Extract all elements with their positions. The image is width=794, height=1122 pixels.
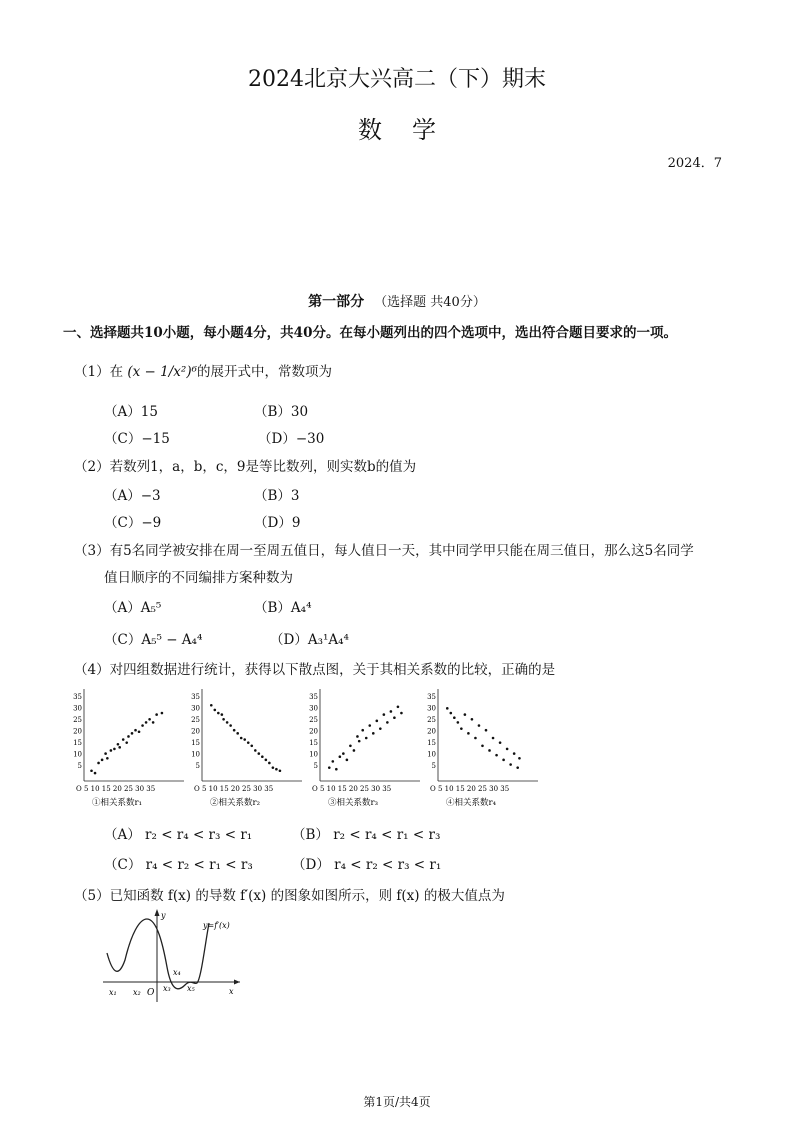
q3-option-c[interactable]: （C）A₅⁵ − A₄⁴ — [104, 632, 203, 648]
x1-label: x₁ — [109, 988, 117, 997]
scatter-point — [471, 718, 474, 721]
question-4: （4）对四组数据进行统计，获得以下散点图，关于其相关系数的比较，正确的是 — [74, 662, 556, 678]
scatter-point — [222, 718, 225, 721]
scatter-y-tick: 25 — [191, 716, 200, 724]
scatter-point — [145, 721, 148, 724]
scatter-point — [361, 729, 364, 732]
part-label: 第一部分 — [308, 294, 365, 310]
scatter-point — [390, 710, 393, 713]
scatter-point — [502, 759, 505, 762]
scatter-y-tick: 15 — [309, 739, 318, 747]
scatter-y-tick: 30 — [309, 704, 318, 713]
scatter-point — [127, 735, 130, 738]
scatter-point — [506, 748, 509, 751]
scatter-point — [518, 757, 521, 760]
scatter-plot-1 — [73, 689, 184, 808]
question-1-expression: (x − 1/x²)⁶ — [127, 364, 198, 380]
scatter-plots — [70, 685, 570, 813]
scatter-point — [104, 752, 107, 755]
scatter-point — [243, 738, 246, 741]
scatter-point — [346, 759, 349, 762]
question-3-line-1: （3）有5名同学被安排在周一至周五值日，每人值日一天，其中同学甲只能在周三值日，那么这5名同学 — [74, 543, 694, 559]
scatter-x-ticks: O 5 10 15 20 25 30 35 — [430, 785, 510, 793]
scatter-x-ticks: O 5 10 15 20 25 30 35 — [194, 785, 274, 793]
subject-title: 数学 — [358, 116, 466, 144]
scatter-point — [397, 706, 400, 709]
scatter-point — [122, 738, 125, 741]
scatter-point — [272, 766, 275, 769]
scatter-y-tick: 30 — [191, 704, 200, 713]
scatter-point — [488, 749, 491, 752]
scatter-y-tick: 35 — [73, 693, 82, 701]
scatter-y-tick: 25 — [73, 716, 82, 724]
scatter-point — [247, 741, 250, 744]
scatter-y-tick: 35 — [309, 693, 318, 701]
question-1-before: 在 — [109, 364, 124, 380]
q1-option-d[interactable]: （D）−30 — [258, 431, 325, 447]
x-label: x — [229, 987, 234, 996]
question-5: （5）已知函数 f(x) 的导数 f′(x) 的图象如图所示，则 f(x) 的极大值点为 — [74, 888, 505, 904]
x3-label: x₃ — [163, 984, 171, 993]
scatter-point — [513, 752, 516, 755]
question-1 — [74, 360, 332, 380]
scatter-plot-2 — [191, 689, 302, 808]
q3-option-d[interactable]: （D）A₃¹A₄⁴ — [270, 632, 349, 648]
scatter-point — [214, 709, 217, 712]
scatter-point — [90, 769, 93, 772]
q1-option-c[interactable]: （C）−15 — [104, 431, 170, 447]
scatter-point — [474, 737, 477, 740]
q3-option-b[interactable]: （B）A₄⁴ — [254, 600, 312, 616]
scatter-point — [495, 754, 498, 757]
scatter-point — [117, 743, 120, 746]
scatter-point — [386, 721, 389, 724]
scatter-x-ticks: O 5 10 15 20 25 30 35 — [312, 785, 392, 793]
scatter-point — [335, 768, 338, 771]
scatter-point — [118, 746, 121, 749]
scatter-point — [353, 749, 356, 752]
scatter-y-tick: 20 — [191, 727, 200, 736]
scatter-point — [372, 732, 375, 735]
q2-option-d[interactable]: （D）9 — [254, 515, 301, 531]
scatter-point — [106, 757, 109, 760]
scatter-point — [113, 748, 116, 751]
scatter-point — [365, 737, 368, 740]
scatter-y-tick: 15 — [427, 739, 436, 747]
scatter-point — [236, 732, 239, 735]
scatter-x-ticks: O 5 10 15 20 25 30 35 — [76, 785, 156, 793]
derivative-graph — [95, 905, 255, 1005]
scatter-point — [516, 766, 519, 769]
scatter-caption: ①相关系数r₁ — [92, 798, 142, 808]
scatter-point — [265, 759, 268, 762]
q2-option-a[interactable]: （A）−3 — [104, 488, 161, 504]
scatter-point — [467, 732, 470, 735]
scatter-point — [509, 763, 512, 766]
scatter-point — [478, 724, 481, 727]
scatter-y-tick: 15 — [73, 739, 82, 747]
scatter-point — [258, 752, 261, 755]
q4-option-d[interactable]: （D） r₄ < r₂ < r₃ < r₁ — [292, 857, 442, 873]
scatter-y-tick: 15 — [191, 739, 200, 747]
scatter-point — [499, 741, 502, 744]
x4-label: x₄ — [173, 968, 181, 977]
scatter-point — [268, 762, 271, 765]
scatter-point — [457, 721, 460, 724]
scatter-point — [453, 716, 456, 719]
scatter-point — [97, 762, 100, 765]
scatter-point — [229, 724, 232, 727]
page-footer: 第1页/共4页 — [363, 1095, 431, 1109]
scatter-y-tick: 20 — [427, 727, 436, 736]
scatter-point — [339, 755, 342, 758]
scatter-point — [261, 755, 264, 758]
scatter-point — [110, 749, 113, 752]
scatter-point — [383, 713, 386, 716]
scatter-point — [131, 732, 134, 735]
scatter-y-tick: 5 — [195, 762, 200, 770]
scatter-y-tick: 10 — [309, 750, 318, 759]
q4-option-a[interactable]: （A） r₂ < r₄ < r₃ < r₁ — [104, 827, 253, 843]
y-label: y — [161, 911, 166, 920]
section-instructions: 一、选择题共10小题，每小题4分，共40分。在每小题列出的四个选项中，选出符合题目要求的一项。 — [63, 325, 677, 341]
scatter-plot-4 — [427, 689, 538, 808]
scatter-point — [152, 721, 155, 724]
scatter-point — [376, 720, 379, 723]
scatter-point — [161, 712, 164, 715]
scatter-point — [342, 752, 345, 755]
origin-label: O — [147, 988, 155, 998]
scatter-point — [400, 712, 403, 715]
scatter-y-tick: 20 — [73, 727, 82, 736]
scatter-point — [485, 729, 488, 732]
question-1-number: （1） — [74, 364, 110, 380]
scatter-point — [349, 745, 352, 748]
y-axis-arrow — [155, 909, 160, 916]
scatter-point — [217, 712, 220, 715]
question-3-line-2: 值日顺序的不同编排方案种数为 — [104, 570, 293, 586]
scatter-y-tick: 35 — [191, 693, 200, 701]
scatter-y-tick: 10 — [191, 750, 200, 759]
scatter-point — [460, 727, 463, 730]
scatter-point — [393, 716, 396, 719]
q1-option-b[interactable]: （B）30 — [254, 404, 309, 420]
q4-option-c[interactable]: （C） r₄ < r₂ < r₁ < r₃ — [104, 857, 253, 873]
curve-label: y=f′(x) — [203, 921, 230, 930]
scatter-point — [210, 704, 213, 707]
scatter-point — [125, 741, 128, 744]
scatter-point — [221, 713, 224, 716]
scatter-point — [141, 724, 144, 727]
part-heading — [0, 291, 794, 311]
scatter-y-tick: 20 — [309, 727, 318, 736]
scatter-point — [250, 745, 253, 748]
scatter-y-tick: 5 — [77, 762, 82, 770]
scatter-point — [332, 760, 335, 763]
question-2: （2）若数列1，a，b，c，9是等比数列，则实数b的值为 — [74, 459, 417, 475]
scatter-point — [464, 713, 467, 716]
scatter-plot-3 — [309, 689, 420, 808]
scatter-point — [481, 745, 484, 748]
x5-label: x₅ — [187, 984, 195, 993]
exam-date: 2024．7 — [667, 156, 722, 171]
scatter-y-tick: 10 — [73, 750, 82, 759]
scatter-point — [155, 713, 158, 716]
x-axis-arrow — [234, 980, 240, 985]
x2-label: x₂ — [133, 988, 141, 997]
scatter-point — [279, 769, 282, 772]
scatter-point — [94, 772, 97, 775]
scatter-y-tick: 5 — [313, 762, 318, 770]
scatter-point — [446, 707, 449, 710]
part-note: （选择题 共40分） — [374, 295, 486, 310]
scatter-point — [101, 759, 104, 762]
derivative-curve — [107, 919, 209, 989]
scatter-point — [328, 766, 331, 769]
scatter-y-tick: 35 — [427, 693, 436, 701]
q1-option-a[interactable]: （A）15 — [104, 404, 158, 420]
scatter-point — [254, 749, 257, 752]
scatter-y-tick: 10 — [427, 750, 436, 759]
q2-option-b[interactable]: （B）3 — [254, 488, 300, 504]
scatter-point — [275, 768, 278, 771]
scatter-point — [233, 729, 236, 732]
scatter-y-tick: 25 — [427, 716, 436, 724]
scatter-point — [226, 721, 229, 724]
scatter-point — [358, 740, 361, 743]
q4-option-b[interactable]: （B） r₂ < r₄ < r₁ < r₃ — [292, 827, 441, 843]
question-1-after: 的展开式中，常数项为 — [197, 364, 333, 380]
scatter-point — [450, 712, 453, 715]
q2-option-c[interactable]: （C）−9 — [104, 515, 162, 531]
scatter-point — [134, 729, 137, 732]
scatter-point — [379, 727, 382, 730]
scatter-point — [148, 718, 151, 721]
scatter-caption: ④相关系数r₄ — [446, 798, 496, 808]
scatter-y-tick: 30 — [73, 704, 82, 713]
scatter-point — [240, 737, 243, 740]
q3-option-a[interactable]: （A）A₅⁵ — [104, 600, 162, 616]
scatter-caption: ③相关系数r₃ — [328, 798, 378, 808]
scatter-point — [138, 730, 141, 733]
scatter-y-tick: 30 — [427, 704, 436, 713]
scatter-y-tick: 25 — [309, 716, 318, 724]
scatter-point — [368, 724, 371, 727]
scatter-y-tick: 5 — [431, 762, 436, 770]
scatter-point — [492, 737, 495, 740]
scatter-point — [356, 735, 359, 738]
page-title: 2024北京大兴高二（下）期末 — [248, 67, 546, 92]
scatter-caption: ②相关系数r₂ — [210, 798, 260, 808]
